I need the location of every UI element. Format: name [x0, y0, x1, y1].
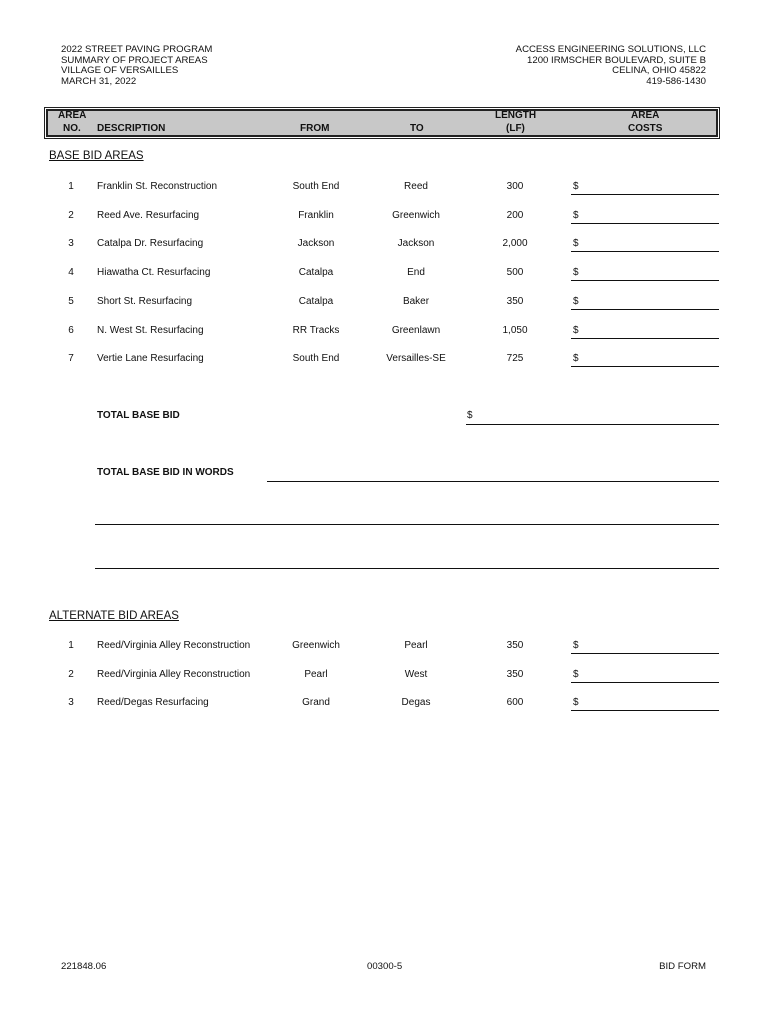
table-row — [0, 209, 768, 225]
area-length: 725 — [506, 353, 524, 364]
area-number: 3 — [68, 238, 74, 249]
area-length: 2,000 — [502, 238, 528, 249]
area-to: Pearl — [404, 640, 428, 651]
area-to: Baker — [402, 296, 430, 307]
total-base-bid-words-field-1[interactable] — [267, 467, 719, 482]
area-to: Jackson — [397, 238, 435, 249]
area-to: Greenlawn — [391, 325, 441, 336]
col-to: TO — [410, 123, 424, 134]
area-description: Reed/Degas Resurfacing — [97, 697, 209, 708]
area-number: 4 — [68, 267, 74, 278]
company-city: CELINA, OHIO 45822 — [612, 65, 706, 76]
area-description: Reed/Virginia Alley Reconstruction — [97, 640, 251, 651]
area-from: Grand — [302, 697, 330, 708]
total-base-bid-words-label: TOTAL BASE BID IN WORDS — [97, 467, 234, 478]
base-bid-title: BASE BID AREAS — [49, 150, 144, 162]
area-description: Reed Ave. Resurfacing — [97, 210, 200, 221]
area-cost-field[interactable] — [571, 668, 719, 683]
footer-form-name: BID FORM — [659, 961, 706, 972]
dollar-sign: $ — [573, 238, 579, 249]
area-from: South End — [292, 353, 340, 364]
area-description: Short St. Resurfacing — [97, 296, 193, 307]
area-description: Franklin St. Reconstruction — [97, 181, 218, 192]
dollar-sign: $ — [573, 640, 579, 651]
area-number: 2 — [68, 210, 74, 221]
col-costs-bottom: COSTS — [628, 123, 663, 134]
area-to: Versailles-SE — [386, 353, 446, 364]
area-cost-field[interactable] — [571, 295, 719, 310]
area-cost-field[interactable] — [571, 639, 719, 654]
area-from: Catalpa — [298, 267, 334, 278]
area-length: 500 — [506, 267, 524, 278]
area-description: Reed/Virginia Alley Reconstruction — [97, 669, 251, 680]
area-description: Vertie Lane Resurfacing — [97, 353, 204, 364]
area-from: Franklin — [298, 210, 334, 221]
area-cost-field[interactable] — [571, 237, 719, 252]
dollar-sign: $ — [573, 697, 579, 708]
area-length: 350 — [506, 669, 524, 680]
dollar-sign: $ — [467, 410, 473, 421]
table-row — [0, 266, 768, 282]
footer-project-number: 221848.06 — [61, 961, 107, 972]
document-title: SUMMARY OF PROJECT AREAS — [61, 54, 208, 66]
col-description: DESCRIPTION — [97, 123, 166, 134]
area-description: Hiawatha Ct. Resurfacing — [97, 267, 211, 278]
program-title: 2022 STREET PAVING PROGRAM — [61, 44, 213, 55]
area-number: 7 — [68, 353, 74, 364]
area-number: 6 — [68, 325, 74, 336]
area-length: 200 — [506, 210, 524, 221]
area-length: 1,050 — [502, 325, 528, 336]
area-to: End — [407, 267, 425, 278]
table-row — [0, 237, 768, 253]
col-costs-top: AREA — [631, 110, 660, 121]
table-row — [0, 352, 768, 368]
area-to: Degas — [401, 697, 431, 708]
total-base-bid-words-field-3[interactable] — [95, 554, 719, 569]
table-row — [0, 668, 768, 684]
table-row — [0, 295, 768, 311]
dollar-sign: $ — [573, 210, 579, 221]
village-name: VILLAGE OF VERSAILLES — [61, 65, 179, 76]
document-date: MARCH 31, 2022 — [61, 75, 137, 87]
area-number: 2 — [68, 669, 74, 680]
area-length: 350 — [506, 296, 524, 307]
area-length: 300 — [506, 181, 524, 192]
total-base-bid-words-field-2[interactable] — [95, 510, 719, 525]
dollar-sign: $ — [573, 181, 579, 192]
dollar-sign: $ — [573, 296, 579, 307]
column-header-bar — [46, 109, 718, 137]
col-length-top: LENGTH — [495, 110, 537, 121]
area-cost-field[interactable] — [571, 266, 719, 281]
area-from: RR Tracks — [292, 325, 340, 336]
area-from: South End — [292, 181, 340, 192]
table-row — [0, 639, 768, 655]
total-base-bid-field[interactable] — [466, 410, 719, 425]
area-description: Catalpa Dr. Resurfacing — [97, 238, 204, 249]
dollar-sign: $ — [573, 325, 579, 336]
area-from: Pearl — [304, 669, 328, 680]
dollar-sign: $ — [573, 267, 579, 278]
dollar-sign: $ — [573, 669, 579, 680]
area-to: Greenwich — [392, 210, 440, 221]
col-from: FROM — [300, 123, 330, 134]
area-from: Catalpa — [298, 296, 334, 307]
area-length: 350 — [506, 640, 524, 651]
company-phone: 419-586-1430 — [646, 75, 706, 87]
area-cost-field[interactable] — [571, 352, 719, 367]
area-length: 600 — [506, 697, 524, 708]
total-base-bid-label: TOTAL BASE BID — [97, 410, 180, 421]
alternate-bid-title: ALTERNATE BID AREAS — [49, 610, 179, 622]
area-to: Reed — [404, 181, 428, 192]
table-row — [0, 324, 768, 340]
company-name: ACCESS ENGINEERING SOLUTIONS, LLC — [515, 44, 706, 55]
area-to: West — [404, 669, 428, 680]
col-length-bottom: (LF) — [506, 123, 525, 134]
area-number: 3 — [68, 697, 74, 708]
area-cost-field[interactable] — [571, 209, 719, 224]
table-row — [0, 180, 768, 196]
area-from: Greenwich — [292, 640, 340, 651]
area-number: 1 — [68, 181, 74, 192]
col-area-top: AREA — [58, 110, 87, 121]
header-left-block — [61, 45, 212, 87]
area-number: 5 — [68, 296, 74, 307]
area-cost-field[interactable] — [571, 180, 719, 195]
dollar-sign: $ — [573, 353, 579, 364]
area-from: Jackson — [297, 238, 335, 249]
footer-page-number: 00300-5 — [367, 961, 403, 972]
company-address: 1200 IRMSCHER BOULEVARD, SUITE B — [527, 54, 706, 66]
area-description: N. West St. Resurfacing — [97, 325, 204, 336]
table-row — [0, 696, 768, 712]
col-area-bottom: NO. — [63, 123, 81, 134]
header-right-block — [516, 45, 706, 87]
area-number: 1 — [68, 640, 74, 651]
area-cost-field[interactable] — [571, 324, 719, 339]
area-cost-field[interactable] — [571, 696, 719, 711]
